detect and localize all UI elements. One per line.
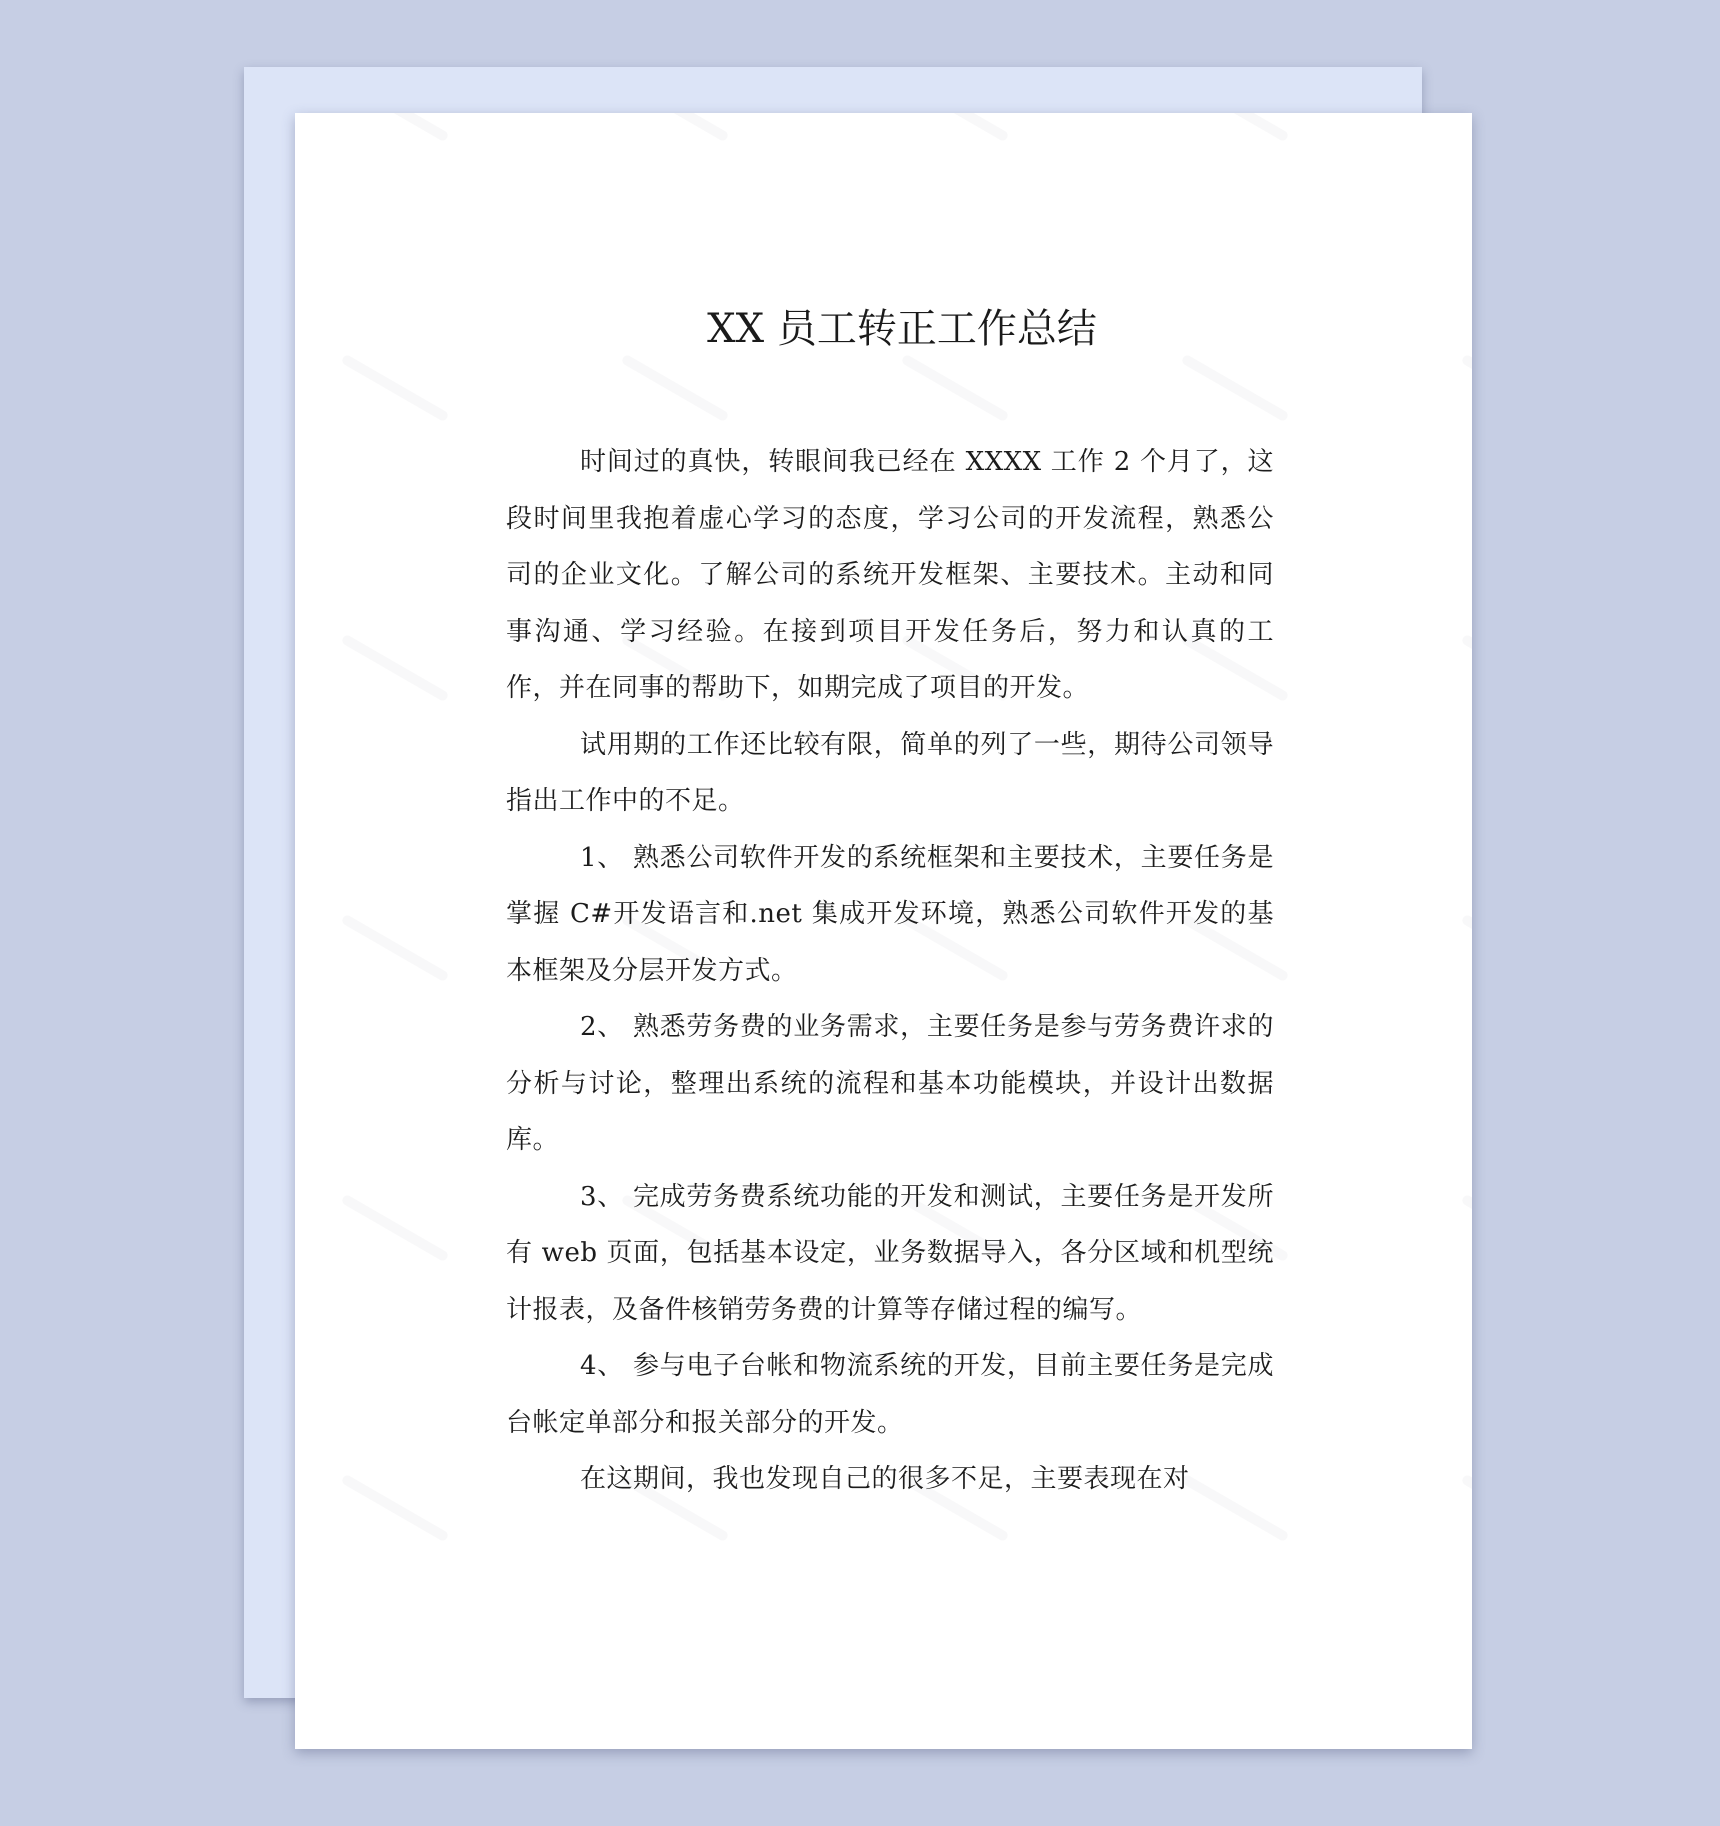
- watermark-tile: [1461, 1474, 1472, 1543]
- watermark-tile: [1461, 914, 1472, 983]
- watermark-tile: [1461, 354, 1472, 423]
- paragraph-intro: 时间过的真快，转眼间我已经在 XXXX 工作 2 个月了，这段时间里我抱着虚心学习的态度，学习公司的开发流程，熟悉公司的企业文化。了解公司的系统开发框架、主要技术。主动和同事沟通、学习经验。在接到项目开发任务后，努力和认真的工作，并在同事的帮助下，如期完成了项目的开发。: [506, 447, 1274, 703]
- watermark-tile: [1181, 354, 1290, 423]
- paragraph-item-4: 4、 参与电子台帐和物流系统的开发，目前主要任务是完成台帐定单部分和报关部分的开发。: [506, 1351, 1274, 1438]
- watermark-tile: [1461, 1194, 1472, 1263]
- watermark-tile: [901, 354, 1010, 423]
- document-body: [506, 434, 1274, 1508]
- watermark-tile: [1181, 113, 1290, 142]
- watermark-tile: [621, 354, 730, 423]
- watermark-tile: [341, 354, 450, 423]
- watermark-tile: [341, 1194, 450, 1263]
- document-page: [295, 113, 1472, 1749]
- watermark-tile: [341, 914, 450, 983]
- paragraph-item-3: 3、 完成劳务费系统功能的开发和测试，主要任务是开发所有 web 页面，包括基本设定，业务数据导入，各分区域和机型统计报表，及备件核销劳务费的计算等存储过程的编写。: [506, 1181, 1274, 1325]
- paragraph-item-2: 2、 熟悉劳务费的业务需求，主要任务是参与劳务费许求的分析与讨论，整理出系统的流程和基本功能模块，并设计出数据库。: [506, 1012, 1274, 1155]
- paragraph-probation: 试用期的工作还比较有限，简单的列了一些，期待公司领导指出工作中的不足。: [506, 729, 1274, 816]
- watermark-tile: [621, 113, 730, 142]
- paragraph-item-1: 1、 熟悉公司软件开发的系统框架和主要技术，主要任务是掌握 C#开发语言和.net 集成开发环境，熟悉公司软件开发的基本框架及分层开发方式。: [506, 842, 1274, 986]
- watermark-tile: [341, 113, 450, 142]
- paragraph-shortcomings: 在这期间，我也发现自己的很多不足，主要表现在对: [580, 1464, 1190, 1494]
- watermark-tile: [1461, 634, 1472, 703]
- watermark-tile: [1461, 113, 1472, 142]
- document-title: XX 员工转正工作总结: [707, 306, 1097, 352]
- watermark-tile: [901, 113, 1010, 142]
- watermark-tile: [341, 634, 450, 703]
- watermark-tile: [341, 1474, 450, 1543]
